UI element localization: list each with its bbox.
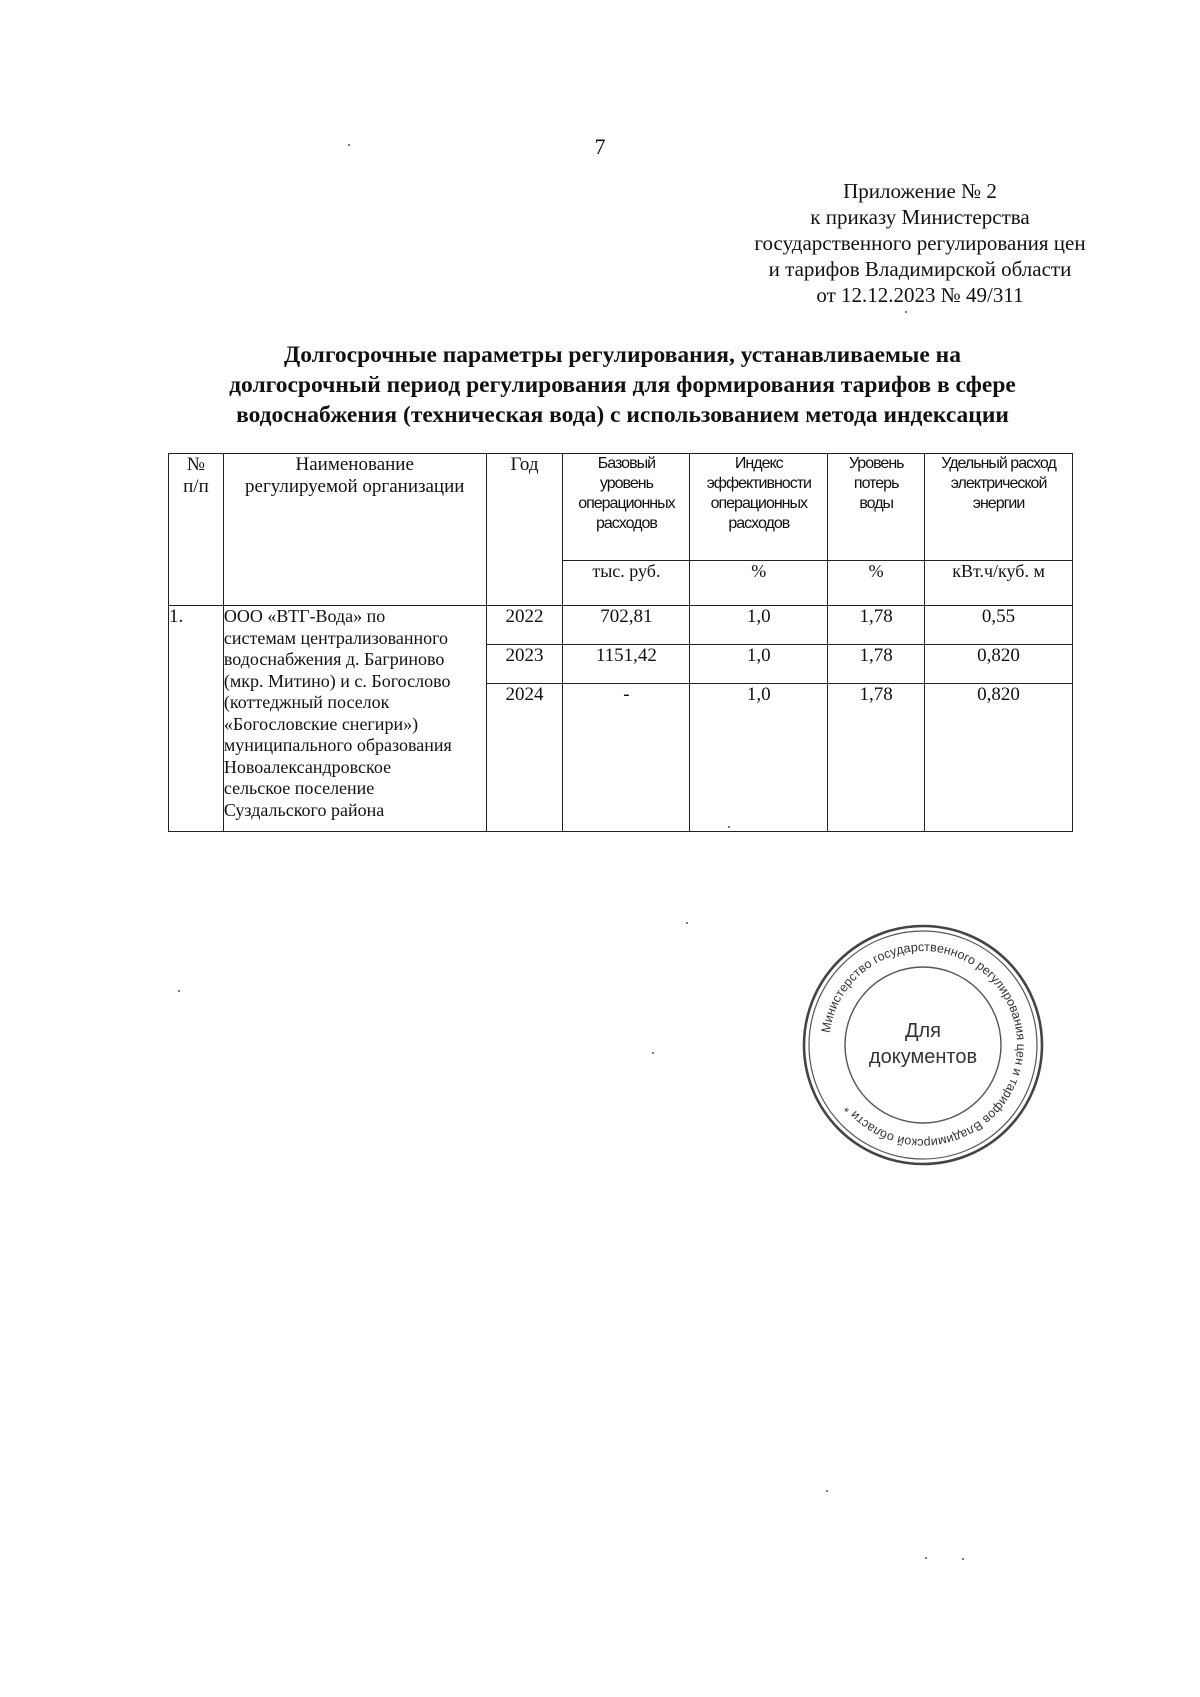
- org-line: муниципального образования: [223, 735, 452, 755]
- scan-speck: [925, 1557, 927, 1559]
- org-line: ООО «ВТГ-Вода» по: [223, 606, 386, 626]
- base-costs-cell: -: [563, 684, 690, 832]
- base-costs-cell: 702,81: [563, 606, 690, 645]
- scan-speck: [826, 1490, 828, 1492]
- stamp-center-line: документов: [868, 1046, 978, 1068]
- unit-water-loss: %: [828, 561, 925, 606]
- organization-name: [223, 606, 486, 832]
- table-row: [169, 606, 1073, 645]
- energy-use-cell: 0,820: [925, 684, 1073, 832]
- title-line: Долгосрочные параметры регулирования, устанавливаемые на: [284, 342, 961, 368]
- row-index: 1.: [169, 606, 224, 832]
- parameters-table: [168, 453, 1073, 832]
- header-year: Год: [486, 454, 563, 606]
- header-water-loss: [828, 454, 925, 561]
- header-num-line: №: [186, 454, 205, 475]
- header-index-line: расходов: [728, 515, 790, 532]
- official-stamp: [798, 920, 1048, 1170]
- document-title: [150, 340, 1095, 430]
- unit-energy-use: кВт.ч/куб. м: [925, 561, 1073, 606]
- header-num-line: п/п: [183, 476, 209, 497]
- appendix-line: к приказу Министерства: [810, 205, 1030, 229]
- stamp-ring-text: [819, 940, 1028, 1150]
- stamp-center-line: Для: [904, 1020, 942, 1042]
- unit-base-costs: тыс. руб.: [563, 561, 690, 606]
- scan-speck: [728, 826, 730, 828]
- header-loss-line: Уровень: [848, 455, 904, 472]
- stamp-inner-ring: [845, 967, 1001, 1123]
- title-line: долгосрочный период регулирования для формирования тарифов в сфере: [229, 372, 1016, 398]
- header-loss-line: воды: [859, 495, 894, 512]
- year-cell: 2022: [486, 606, 563, 645]
- org-line: водоснабжения д. Багриново: [223, 649, 445, 669]
- year-cell: 2024: [486, 684, 563, 832]
- header-efficiency-index: [690, 454, 828, 561]
- header-base-line: Базовый: [597, 455, 656, 472]
- org-line: сельское поселение: [223, 778, 375, 798]
- appendix-line: и тарифов Владимирской области: [768, 257, 1072, 281]
- org-line: Новоалександровское: [223, 756, 392, 777]
- org-line: «Богословские снегири»): [223, 713, 419, 734]
- header-energy-line: Удельный расход: [941, 455, 1056, 472]
- header-num: [169, 454, 224, 606]
- scan-speck: [962, 1558, 964, 1560]
- header-base-line: операционных: [578, 495, 675, 512]
- header-index-line: операционных: [710, 495, 808, 512]
- appendix-line: Приложение № 2: [843, 179, 997, 203]
- water-loss-cell: 1,78: [828, 684, 925, 832]
- scan-speck: [178, 990, 180, 992]
- header-row: [169, 454, 1073, 561]
- header-base-line: расходов: [595, 515, 657, 532]
- efficiency-index-cell: 1,0: [690, 606, 828, 645]
- appendix-header: [720, 178, 1120, 308]
- header-energy-use: [925, 454, 1073, 561]
- header-base-costs: [563, 454, 690, 561]
- unit-efficiency-index: %: [690, 561, 828, 606]
- scan-speck: [348, 144, 350, 146]
- stamp-ring: [809, 931, 1037, 1159]
- org-line: (коттеджный поселок: [223, 692, 390, 712]
- appendix-line: от 12.12.2023 № 49/311: [816, 283, 1024, 307]
- base-costs-cell: 1151,42: [563, 645, 690, 684]
- scan-speck: [652, 1052, 654, 1054]
- header-index-line: Индекс: [734, 455, 783, 472]
- org-line: системам централизованного: [223, 627, 449, 648]
- title-line: водоснабжения (техническая вода) с использованием метода индексации: [236, 402, 1009, 428]
- water-loss-cell: 1,78: [828, 606, 925, 645]
- efficiency-index-cell: 1,0: [690, 645, 828, 684]
- water-loss-cell: 1,78: [828, 645, 925, 684]
- energy-use-cell: 0,55: [925, 606, 1073, 645]
- stamp-ring-textpath: Министерство государственного регулирования цен и тарифов Владимирской области *: [818, 939, 1029, 1151]
- org-line: (мкр. Митино) и с. Богослово: [223, 670, 451, 691]
- header-organization: [223, 454, 486, 606]
- org-line: Суздальского района: [223, 799, 385, 820]
- header-org-line: регулируемой организации: [245, 476, 465, 497]
- header-org-line: Наименование: [295, 454, 414, 475]
- stamp-outer-ring: [804, 926, 1042, 1164]
- header-energy-line: электрической: [950, 475, 1047, 492]
- scan-speck: [686, 922, 688, 924]
- header-index-line: эффективности: [706, 475, 811, 492]
- header-energy-line: энергии: [972, 495, 1025, 512]
- year-cell: 2023: [486, 645, 563, 684]
- energy-use-cell: 0,820: [925, 645, 1073, 684]
- appendix-line: государственного регулирования цен: [754, 231, 1086, 255]
- page-number: 7: [594, 134, 606, 159]
- header-loss-line: потерь: [853, 475, 899, 492]
- efficiency-index-cell: 1,0: [690, 684, 828, 832]
- header-base-line: уровень: [599, 475, 653, 492]
- scan-speck: [905, 311, 907, 313]
